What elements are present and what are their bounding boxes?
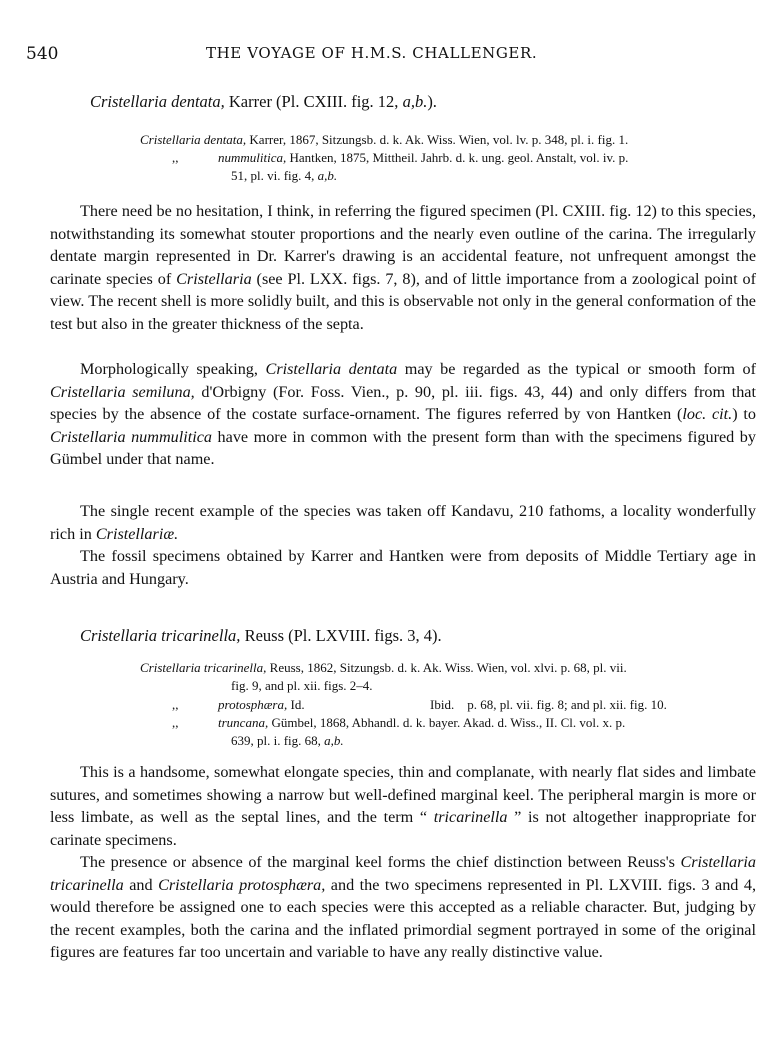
paragraph-text: have more in common with the present form than with the specimens figured by Gümbel under that name. (50, 427, 756, 468)
synonym-citation: Id. (287, 697, 305, 712)
species-epithet: tricarinella (433, 808, 508, 826)
synonym-citation-cont: fig. 9, and pl. xii. figs. 2–4. (231, 678, 373, 693)
paragraph-text: ” is not altogether inappropriate for carinate specimens. (50, 808, 756, 849)
synonymy-entry (172, 149, 760, 167)
paragraph-text: (see Pl. LXX. figs. 7, 8), and of little importance from a zoological point of view. The recent shell is more solidly built, and this is observable not only in the general conformation of the test but also in the greater thickness of the septa. (50, 269, 756, 333)
paragraph-text: The single recent example of the species was taken off Kandavu, 210 fathoms, a locality wonderfully rich in (50, 502, 756, 543)
running-head: THE VOYAGE OF H.M.S. CHALLENGER. (206, 44, 538, 62)
species-name: Cristellaria nummulitica (50, 427, 213, 446)
synonym-taxon: protosphæra, (218, 697, 288, 712)
synonym-taxon: nummulitica, (218, 150, 287, 165)
heading-close: ). (427, 92, 437, 111)
synonymy-continuation (231, 167, 751, 185)
body-paragraph (50, 500, 756, 545)
species-authority: Reuss (Pl. LXVIII. figs. 3, 4). (240, 626, 442, 645)
species-name: Cristellaria dentata, (90, 92, 225, 111)
species-name: Cristellaria tricarinella (50, 853, 756, 894)
synonym-citation: Hantken, 1875, Mittheil. Jahrb. d. k. ung. geol. Anstalt, vol. iv. p. (286, 150, 629, 165)
synonymy-entry (140, 659, 760, 677)
figure-letters: a,b. (324, 733, 344, 748)
synonym-taxon: Cristellaria tricarinella, (140, 660, 267, 675)
ditto-mark: ,, (172, 715, 179, 730)
species-name: Cristellaria protosphæra, (158, 875, 326, 894)
species-heading-tricarinella (80, 626, 442, 646)
genus-name: Cristellaria (176, 269, 252, 288)
synonym-citation-ibid: Ibid. p. 68, pl. vii. fig. 8; and pl. xii. fig. 10. (430, 697, 667, 712)
ditto-mark: ,, (172, 697, 179, 712)
body-paragraph (50, 761, 756, 851)
body-paragraph (50, 545, 756, 590)
figure-letters: a,b. (402, 92, 428, 111)
species-name: Cristellaria dentata (265, 360, 398, 378)
synonym-citation: Gümbel, 1868, Abhandl. d. k. bayer. Akad. d. Wiss., II. Cl. vol. x. p. (268, 715, 626, 730)
synonym-taxon: Cristellaria dentata, (140, 132, 247, 147)
synonymy-entry (172, 714, 760, 732)
paragraph-text: and (123, 875, 159, 894)
body-paragraph (50, 200, 756, 335)
page-header (26, 44, 754, 68)
paragraph-text: ) to (732, 405, 756, 423)
genus-name: Cristellariæ. (95, 524, 179, 543)
paragraph-text: There need be no hesitation, I think, in referring the figured specimen (Pl. CXIII. fig. 12) to this species, notwithstanding its somewhat stouter proportions and the nearly even outline of the carina. The irregularly dentate margin represented in Dr. Karrer's drawing is an accidental feature, not unfrequent amongst the carinate species of (50, 202, 756, 288)
species-heading-dentata (90, 92, 437, 112)
species-name: Cristellaria tricarinella, (80, 626, 241, 645)
synonymy-continuation (231, 732, 751, 750)
figure-letters: a,b. (317, 168, 338, 183)
synonym-citation: Karrer, 1867, Sitzungsb. d. k. Ak. Wiss. Wien, vol. lv. p. 348, pl. i. fig. 1. (246, 132, 629, 147)
paragraph-text: and the two specimens represented in Pl. LXVIII. figs. 3 and 4, would therefore be assigned one to each species were this accepted as a reliable character. But, judging by the recent examples, both the carina and the inflated primordial segment portrayed in some of the original figures are features far too uncertain and variable to have any really distinctive value. (50, 875, 756, 961)
synonymy-entry (172, 696, 760, 714)
body-paragraph (50, 851, 756, 964)
paragraph-text: This is a handsome, somewhat elongate species, thin and complanate, with nearly flat sides and limbate sutures, and sometimes showing a narrow but well-defined marginal keel. The peripheral margin is more or less limbate, as well as the septal lines, and the term “ (50, 763, 756, 826)
species-authority: Karrer (Pl. CXIII. fig. 12, (224, 92, 403, 111)
paragraph-text: The presence or absence of the marginal keel forms the chief distinction between Reuss's (80, 853, 681, 871)
ditto-mark: ,, (172, 150, 179, 165)
paragraph-text: The fossil specimens obtained by Karrer and Hantken were from deposits of Middle Tertiary age in Austria and Hungary. (50, 547, 756, 588)
paragraph-text: may be regarded as the typical or smooth form of (397, 360, 756, 378)
synonymy-continuation (231, 677, 751, 695)
synonym-taxon: truncana, (218, 715, 269, 730)
paragraph-text: Morphologically speaking, (80, 360, 266, 378)
species-name: Cristellaria semiluna, (50, 382, 195, 401)
synonym-citation-cont: 51, pl. vi. fig. 4, (231, 168, 318, 183)
paragraph-text: d'Orbigny (For. Foss. Vien., p. 90, pl. iii. figs. 43, 44) and only differs from that species by the absence of the costate surface-ornament. The figures referred by von Hantken ( (50, 382, 756, 423)
body-paragraph (50, 358, 756, 471)
synonymy-entry (140, 131, 760, 149)
synonym-citation-cont: 639, pl. i. fig. 68, (231, 733, 325, 748)
latin-abbrev: loc. cit. (682, 405, 733, 423)
synonym-citation: Reuss, 1862, Sitzungsb. d. k. Ak. Wiss. Wien, vol. xlvi. p. 68, pl. vii. (266, 660, 627, 675)
page-number: 540 (26, 44, 59, 64)
